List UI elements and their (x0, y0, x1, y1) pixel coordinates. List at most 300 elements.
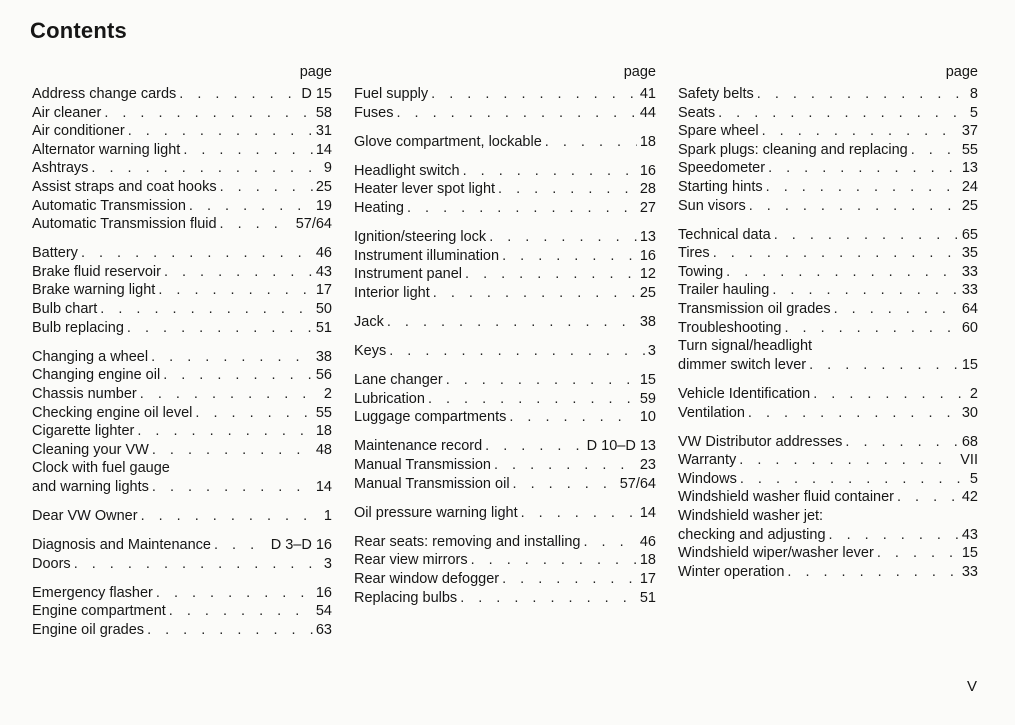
entry-page: 14 (639, 504, 656, 521)
entry-page: 1 (323, 507, 332, 524)
dot-leader (471, 551, 637, 570)
dot-leader (127, 319, 313, 338)
entry-page: 60 (961, 319, 978, 336)
entry-label: Instrument illumination (354, 247, 500, 264)
entry-label: Automatic Transmission fluid (32, 216, 217, 233)
entry-page: 31 (315, 123, 332, 140)
entry-label: Windshield wiper/washer lever (678, 545, 874, 562)
index-group (354, 437, 656, 493)
index-entry[interactable] (678, 244, 978, 263)
entry-page: VII (960, 452, 978, 469)
dot-leader (147, 621, 313, 640)
index-group (32, 85, 332, 234)
dot-leader (169, 602, 313, 621)
entry-label: VW Distributor addresses (678, 433, 843, 450)
index-entry[interactable] (354, 533, 656, 552)
index-entry[interactable] (32, 215, 332, 234)
index-entry[interactable] (354, 475, 656, 494)
index-entry[interactable] (32, 404, 332, 423)
dot-leader (485, 437, 584, 456)
entry-page: 33 (961, 282, 978, 299)
entry-page: 16 (639, 162, 656, 179)
index-entry[interactable] (354, 162, 656, 181)
index-entry[interactable] (32, 85, 332, 104)
dot-leader (460, 589, 637, 608)
entry-label: Speedometer (678, 160, 766, 177)
index-entry[interactable] (32, 621, 332, 640)
entry-page: 8 (969, 86, 978, 102)
entry-page: 13 (639, 229, 656, 246)
dot-leader (787, 563, 958, 582)
dot-leader (397, 104, 637, 123)
index-entry[interactable] (32, 459, 332, 478)
index-group (354, 371, 656, 427)
dot-leader (163, 366, 313, 385)
entry-page: 15 (961, 356, 978, 373)
entry-label: Battery (32, 245, 78, 262)
entry-label: Tires (678, 245, 710, 262)
dot-leader (897, 488, 959, 507)
entry-label: Ignition/steering lock (354, 229, 487, 246)
entry-page: 25 (961, 197, 978, 214)
index-entry[interactable] (678, 300, 978, 319)
index-entry[interactable] (32, 300, 332, 319)
dot-leader (739, 451, 957, 470)
dot-leader (81, 244, 313, 263)
index-group (354, 133, 656, 152)
entry-page: 16 (639, 247, 656, 264)
entry-label: Instrument panel (354, 266, 463, 283)
entry-label: Doors (32, 555, 71, 572)
entry-label: Assist straps and coat hooks (32, 178, 217, 195)
dot-leader (834, 300, 959, 319)
entry-page: 50 (315, 301, 332, 318)
index-entry[interactable] (678, 563, 978, 582)
dot-leader (494, 456, 637, 475)
dot-leader (387, 313, 637, 332)
entry-label: Warranty (678, 452, 737, 469)
dot-leader (104, 104, 313, 123)
index-entry[interactable] (678, 319, 978, 338)
dot-leader (762, 122, 959, 141)
entry-page: 10 (639, 409, 656, 426)
index-group (354, 342, 656, 361)
index-entry[interactable] (354, 456, 656, 475)
index-group (678, 385, 978, 422)
dot-leader (152, 478, 313, 497)
entry-page: 23 (639, 457, 656, 473)
page-column-header: page (945, 64, 978, 80)
index-group (354, 533, 656, 607)
index-entry[interactable] (678, 451, 978, 470)
dot-leader (757, 85, 967, 104)
entry-page: 68 (961, 433, 978, 450)
entry-page: 33 (961, 263, 978, 280)
entry-page: 18 (639, 133, 656, 150)
entry-label: Heating (354, 199, 404, 216)
entry-label: Engine oil grades (32, 621, 145, 638)
index-entry[interactable] (32, 348, 332, 367)
dot-leader (502, 570, 637, 589)
entry-label: Manual Transmission oil (354, 475, 510, 492)
index-entry[interactable] (354, 313, 656, 332)
entry-page: 13 (961, 160, 978, 177)
dot-leader (195, 404, 312, 423)
dot-leader (774, 226, 959, 245)
index-entry[interactable] (354, 504, 656, 523)
index-entry[interactable] (354, 371, 656, 390)
index-entry[interactable] (678, 104, 978, 123)
dot-leader (845, 433, 958, 452)
entry-page: 64 (961, 301, 978, 318)
entry-label: Replacing bulbs (354, 589, 458, 606)
dot-leader (784, 319, 958, 338)
entry-page: 2 (323, 385, 332, 402)
index-entry[interactable] (32, 366, 332, 385)
index-group (678, 85, 978, 215)
dot-leader (726, 263, 959, 282)
dot-leader (583, 533, 636, 552)
entry-label: Spark plugs: cleaning and replacing (678, 141, 908, 158)
dot-leader (829, 526, 959, 545)
index-group (678, 433, 978, 582)
index-entry[interactable] (32, 319, 332, 338)
dot-leader (158, 281, 313, 300)
index-group (354, 162, 656, 218)
entry-page: 55 (961, 141, 978, 158)
entry-page: 28 (639, 181, 656, 198)
index-entry[interactable] (354, 228, 656, 247)
entry-label: Checking engine oil level (32, 404, 193, 421)
page-column-header: page (299, 64, 332, 80)
entry-label: Headlight switch (354, 162, 460, 179)
index-entry[interactable] (678, 122, 978, 141)
index-column-3 (678, 62, 978, 592)
dot-leader (498, 180, 637, 199)
index-entry[interactable] (32, 385, 332, 404)
index-entry[interactable] (32, 441, 332, 460)
dot-leader (214, 536, 268, 555)
entry-label: Manual Transmission (354, 457, 491, 473)
entry-label: Brake warning light (32, 282, 156, 299)
dot-leader (813, 385, 967, 404)
entry-label: Chassis number (32, 385, 137, 402)
index-entry[interactable] (678, 85, 978, 104)
entry-label: Brake fluid reservoir (32, 263, 161, 280)
index-entry[interactable] (354, 408, 656, 427)
entry-page: 3 (647, 343, 656, 360)
entry-page: 25 (639, 284, 656, 301)
dot-leader (152, 441, 313, 460)
index-entry[interactable] (32, 159, 332, 178)
index-entry[interactable] (32, 478, 332, 497)
entry-label: Engine compartment (32, 603, 166, 620)
entry-label: Cleaning your VW (32, 441, 149, 458)
entry-page: 5 (969, 470, 978, 487)
entry-page: 57/64 (619, 475, 656, 492)
index-group (354, 313, 656, 332)
entry-label: Dear VW Owner (32, 507, 138, 524)
index-entry[interactable] (354, 265, 656, 284)
index-entry[interactable] (32, 122, 332, 141)
index-entry[interactable] (678, 433, 978, 452)
index-entry[interactable] (678, 337, 978, 356)
dot-leader (100, 300, 313, 319)
entry-page: 54 (315, 603, 332, 620)
index-entry[interactable] (678, 385, 978, 404)
index-entry[interactable] (32, 104, 332, 123)
entry-page: 38 (639, 313, 656, 330)
dot-leader (718, 104, 967, 123)
entry-label: Diagnosis and Maintenance (32, 537, 211, 554)
dot-leader (179, 85, 298, 104)
dot-leader (220, 178, 313, 197)
dot-leader (740, 470, 967, 489)
page-title: Contents (30, 18, 127, 43)
entry-label: Bulb chart (32, 301, 98, 318)
entry-label: Lubrication (354, 390, 425, 407)
entry-page: 46 (315, 245, 332, 262)
entry-label: Rear seats: removing and installing (354, 533, 581, 550)
index-entry[interactable] (32, 263, 332, 282)
entry-page: 14 (315, 141, 332, 158)
index-entry[interactable] (32, 244, 332, 263)
entry-page: 35 (961, 245, 978, 262)
entry-page: 9 (323, 160, 332, 177)
dot-leader (877, 544, 959, 563)
index-entry[interactable] (678, 507, 978, 526)
index-entry[interactable] (678, 526, 978, 545)
entry-label: Jack (354, 313, 384, 330)
entry-label: Keys (354, 343, 387, 360)
index-entry[interactable] (32, 281, 332, 300)
index-entry[interactable] (354, 390, 656, 409)
dot-leader (521, 504, 637, 523)
index-group (354, 228, 656, 302)
page-number: V (966, 678, 977, 695)
index-entry[interactable] (354, 437, 656, 456)
entry-page: 17 (639, 570, 656, 587)
entry-label: Windshield washer fluid container (678, 489, 894, 506)
entry-label: Cigarette lighter (32, 423, 135, 440)
index-entry[interactable] (32, 178, 332, 197)
index-entry[interactable] (354, 551, 656, 570)
entry-label: Turn signal/headlight (678, 338, 813, 355)
entry-label: Alternator warning light (32, 141, 181, 158)
entry-page: 15 (961, 545, 978, 562)
index-group (354, 504, 656, 523)
index-entry[interactable] (678, 488, 978, 507)
index-entry[interactable] (678, 470, 978, 489)
entry-page: 44 (639, 104, 656, 121)
entry-page: 51 (639, 589, 656, 606)
dot-leader (164, 263, 313, 282)
index-entry[interactable] (678, 178, 978, 197)
index-entry[interactable] (354, 133, 656, 152)
entry-page: D 10–D 13 (586, 438, 656, 455)
index-entry[interactable] (678, 226, 978, 245)
dot-leader (389, 342, 645, 361)
dot-leader (74, 555, 321, 574)
dot-leader (431, 85, 637, 104)
entry-page: 24 (961, 178, 978, 195)
dot-leader (748, 404, 959, 423)
dot-leader (513, 475, 617, 494)
entry-label: Starting hints (678, 178, 763, 195)
dot-leader (768, 159, 959, 178)
index-entry[interactable] (678, 141, 978, 160)
entry-page: 57/64 (295, 216, 332, 233)
entry-page: 27 (639, 199, 656, 216)
dot-leader (809, 356, 959, 375)
entry-label: Ventilation (678, 404, 745, 421)
index-entry[interactable] (354, 342, 656, 361)
dot-leader (502, 247, 637, 266)
entry-label: dimmer switch lever (678, 356, 807, 373)
index-entry[interactable] (678, 281, 978, 300)
dot-leader (428, 390, 637, 409)
entry-page: 41 (639, 86, 656, 102)
page-column-header: page (623, 64, 656, 80)
entry-label: Fuel supply (354, 86, 429, 102)
index-entry[interactable] (678, 544, 978, 563)
index-entry[interactable] (32, 141, 332, 160)
index-entry[interactable] (354, 589, 656, 608)
entry-label: Changing engine oil (32, 367, 161, 384)
index-entry[interactable] (354, 570, 656, 589)
dot-leader (151, 348, 313, 367)
index-entry[interactable] (32, 602, 332, 621)
entry-label: Lane changer (354, 372, 443, 389)
entry-page: 56 (315, 367, 332, 384)
entry-label: Spare wheel (678, 123, 759, 140)
index-entry[interactable] (678, 356, 978, 375)
entry-page: 38 (315, 348, 332, 365)
entry-page: 19 (315, 197, 332, 214)
entry-label: Bulb replacing (32, 319, 124, 336)
dot-leader (91, 159, 321, 178)
index-group (32, 507, 332, 526)
entry-label: Automatic Transmission (32, 197, 186, 214)
entry-page: 33 (961, 563, 978, 580)
dot-leader (713, 244, 959, 263)
entry-label: Glove compartment, lockable (354, 133, 542, 150)
entry-page: 15 (639, 372, 656, 389)
entry-page: 55 (315, 404, 332, 421)
entry-page: D 3–D 16 (270, 537, 332, 554)
dot-leader (433, 284, 637, 303)
entry-page: 58 (315, 104, 332, 121)
entry-page: 43 (315, 263, 332, 280)
dot-leader (128, 122, 313, 141)
index-entry[interactable] (678, 404, 978, 423)
index-column-2 (354, 62, 656, 618)
dot-leader (407, 199, 637, 218)
entry-label: Winter operation (678, 563, 785, 580)
dot-leader (766, 178, 959, 197)
entry-label: Windows (678, 470, 737, 487)
index-entry[interactable] (354, 199, 656, 218)
entry-label: Seats (678, 104, 716, 121)
dot-leader (183, 141, 313, 160)
dot-leader (156, 584, 313, 603)
dot-leader (465, 265, 637, 284)
entry-label: Vehicle Identification (678, 385, 811, 402)
entry-page: 14 (315, 478, 332, 495)
index-entry[interactable] (32, 422, 332, 441)
entry-label: Interior light (354, 284, 430, 301)
index-group (32, 348, 332, 497)
index-entry[interactable] (354, 85, 656, 104)
dot-leader (911, 141, 959, 160)
index-entry[interactable] (354, 247, 656, 266)
entry-label: checking and adjusting (678, 526, 826, 543)
entry-page: 12 (639, 266, 656, 283)
dot-leader (545, 133, 637, 152)
index-entry[interactable] (354, 104, 656, 123)
index-entry[interactable] (354, 284, 656, 303)
index-entry[interactable] (32, 197, 332, 216)
entry-page: 2 (969, 385, 978, 402)
entry-page: 37 (961, 123, 978, 140)
entry-page: 46 (639, 533, 656, 550)
dot-leader (137, 422, 313, 441)
entry-page: 51 (315, 319, 332, 336)
entry-label: Heater lever spot light (354, 181, 496, 198)
entry-label: Maintenance record (354, 438, 483, 455)
dot-leader (189, 197, 313, 216)
index-entry[interactable] (354, 180, 656, 199)
entry-label: Windshield washer jet: (678, 507, 824, 524)
entry-label: Transmission oil grades (678, 301, 831, 318)
entry-label: Rear window defogger (354, 570, 500, 587)
index-group (32, 536, 332, 573)
dot-leader (749, 197, 959, 216)
entry-label: Address change cards (32, 86, 177, 102)
index-entry[interactable] (32, 507, 332, 526)
entry-label: Clock with fuel gauge (32, 460, 170, 477)
entry-label: Towing (678, 263, 724, 280)
entry-page: 65 (961, 226, 978, 243)
entry-page: 5 (969, 104, 978, 121)
index-entry[interactable] (678, 159, 978, 178)
index-group (354, 85, 656, 122)
entry-page: 18 (639, 552, 656, 569)
dot-leader (509, 408, 637, 427)
entry-label: Ashtrays (32, 160, 89, 177)
entry-label: Trailer hauling (678, 282, 770, 299)
entry-page: 25 (315, 178, 332, 195)
index-entry[interactable] (32, 555, 332, 574)
entry-page: 43 (961, 526, 978, 543)
dot-leader (446, 371, 637, 390)
entry-page: 17 (315, 282, 332, 299)
entry-page: 18 (315, 423, 332, 440)
entry-page: 16 (315, 584, 332, 601)
dot-leader (141, 507, 321, 526)
index-entry[interactable] (32, 584, 332, 603)
entry-label: Sun visors (678, 197, 746, 214)
dot-leader (463, 162, 637, 181)
entry-label: Troubleshooting (678, 319, 782, 336)
index-entry[interactable] (678, 263, 978, 282)
entry-page: 59 (639, 390, 656, 407)
dot-leader (772, 281, 959, 300)
entry-label: Air conditioner (32, 123, 125, 140)
index-entry[interactable] (32, 536, 332, 555)
entry-label: Air cleaner (32, 104, 102, 121)
index-entry[interactable] (678, 197, 978, 216)
